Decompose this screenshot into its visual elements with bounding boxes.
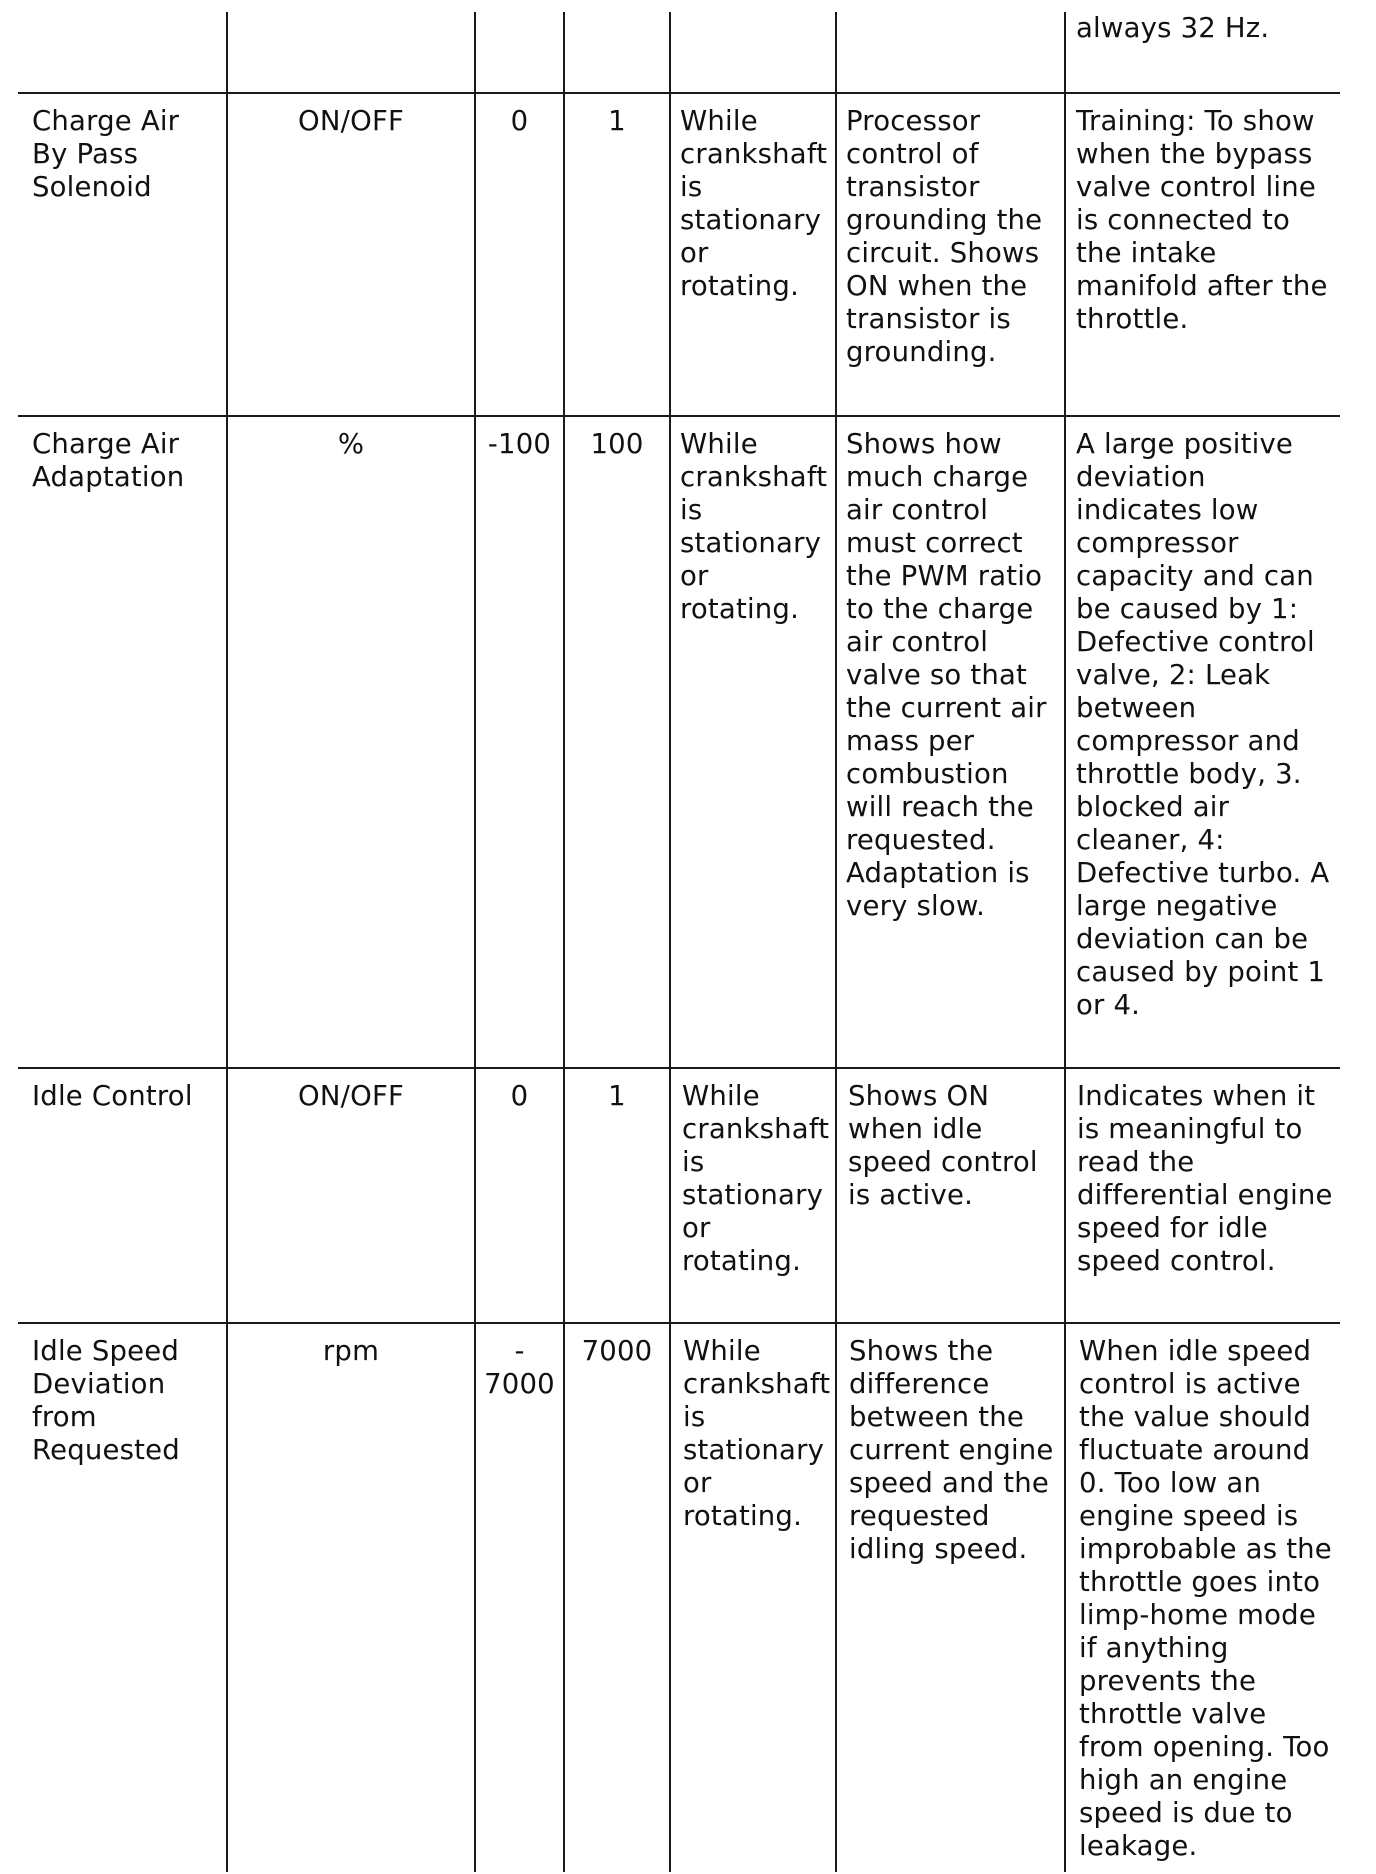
row-divider	[18, 415, 1340, 417]
parameter-name: Idle Control	[32, 1080, 193, 1112]
parameter-unit: ON/OFF	[298, 105, 404, 137]
parameter-condition: While crankshaft is stationary or rotating.	[680, 105, 828, 302]
parameter-description: Shows how much charge air control must correct the PWM ratio to the charge air control valve so that the current air mass per combustion will reach the requested. Adaptation is very slow.	[846, 428, 1047, 922]
row-divider	[18, 1322, 1340, 1324]
parameter-max: 1	[608, 105, 626, 137]
parameter-notes: When idle speed control is active the value should fluctuate around 0. Too low an engine speed is improbable as the throttle goes into limp-home mode if anything prevents the throttle valve from opening. Too high an engine speed is due to leakage.	[1079, 1335, 1332, 1862]
parameter-condition: While crankshaft is stationary or rotating.	[682, 1080, 830, 1277]
parameter-unit: ON/OFF	[298, 1080, 404, 1112]
column-divider	[226, 12, 228, 1872]
column-divider	[669, 12, 671, 1872]
column-divider	[563, 12, 565, 1872]
parameter-description: Shows ON when idle speed control is active.	[848, 1080, 1038, 1211]
parameter-notes: Indicates when it is meaningful to read the differential engine speed for idle speed control.	[1077, 1080, 1333, 1277]
parameter-max: 100	[590, 428, 644, 460]
column-divider	[835, 12, 837, 1872]
parameter-name: Idle Speed Deviation from Requested	[32, 1335, 180, 1466]
parameter-min: - 7000	[484, 1335, 555, 1400]
parameter-description: Processor control of transistor grounding the circuit. Shows ON when the transistor is grounding.	[846, 105, 1043, 368]
parameter-notes: A large positive deviation indicates low compressor capacity and can be caused by 1: Defective control valve, 2: Leak between compressor and throttle body, 3. blocked air cleaner, 4: Defective turbo. A large negative deviation can be caused by point 1 or 4.	[1076, 428, 1330, 1021]
parameter-name: Charge Air By Pass Solenoid	[32, 105, 180, 203]
parameter-notes: Training: To show when the bypass valve control line is connected to the intake manifold after the throttle.	[1076, 105, 1328, 335]
parameter-name: Charge Air Adaptation	[32, 428, 185, 493]
parameter-unit: %	[337, 428, 365, 460]
parameter-max: 7000	[581, 1335, 653, 1367]
parameter-min: 0	[510, 105, 529, 137]
parameter-min: -100	[487, 428, 552, 460]
parameter-condition: While crankshaft is stationary or rotating.	[683, 1335, 831, 1532]
parameter-unit: rpm	[322, 1335, 380, 1367]
parameter-condition: While crankshaft is stationary or rotating.	[680, 428, 828, 625]
parameter-max: 1	[608, 1080, 626, 1112]
column-divider	[474, 12, 476, 1872]
continued-row-notes: always 32 Hz.	[1076, 12, 1270, 44]
parameter-min: 0	[510, 1080, 529, 1112]
row-divider	[18, 1067, 1340, 1069]
row-divider	[18, 92, 1340, 94]
column-divider	[1064, 12, 1066, 1872]
parameter-description: Shows the difference between the current engine speed and the requested idling speed.	[849, 1335, 1054, 1565]
